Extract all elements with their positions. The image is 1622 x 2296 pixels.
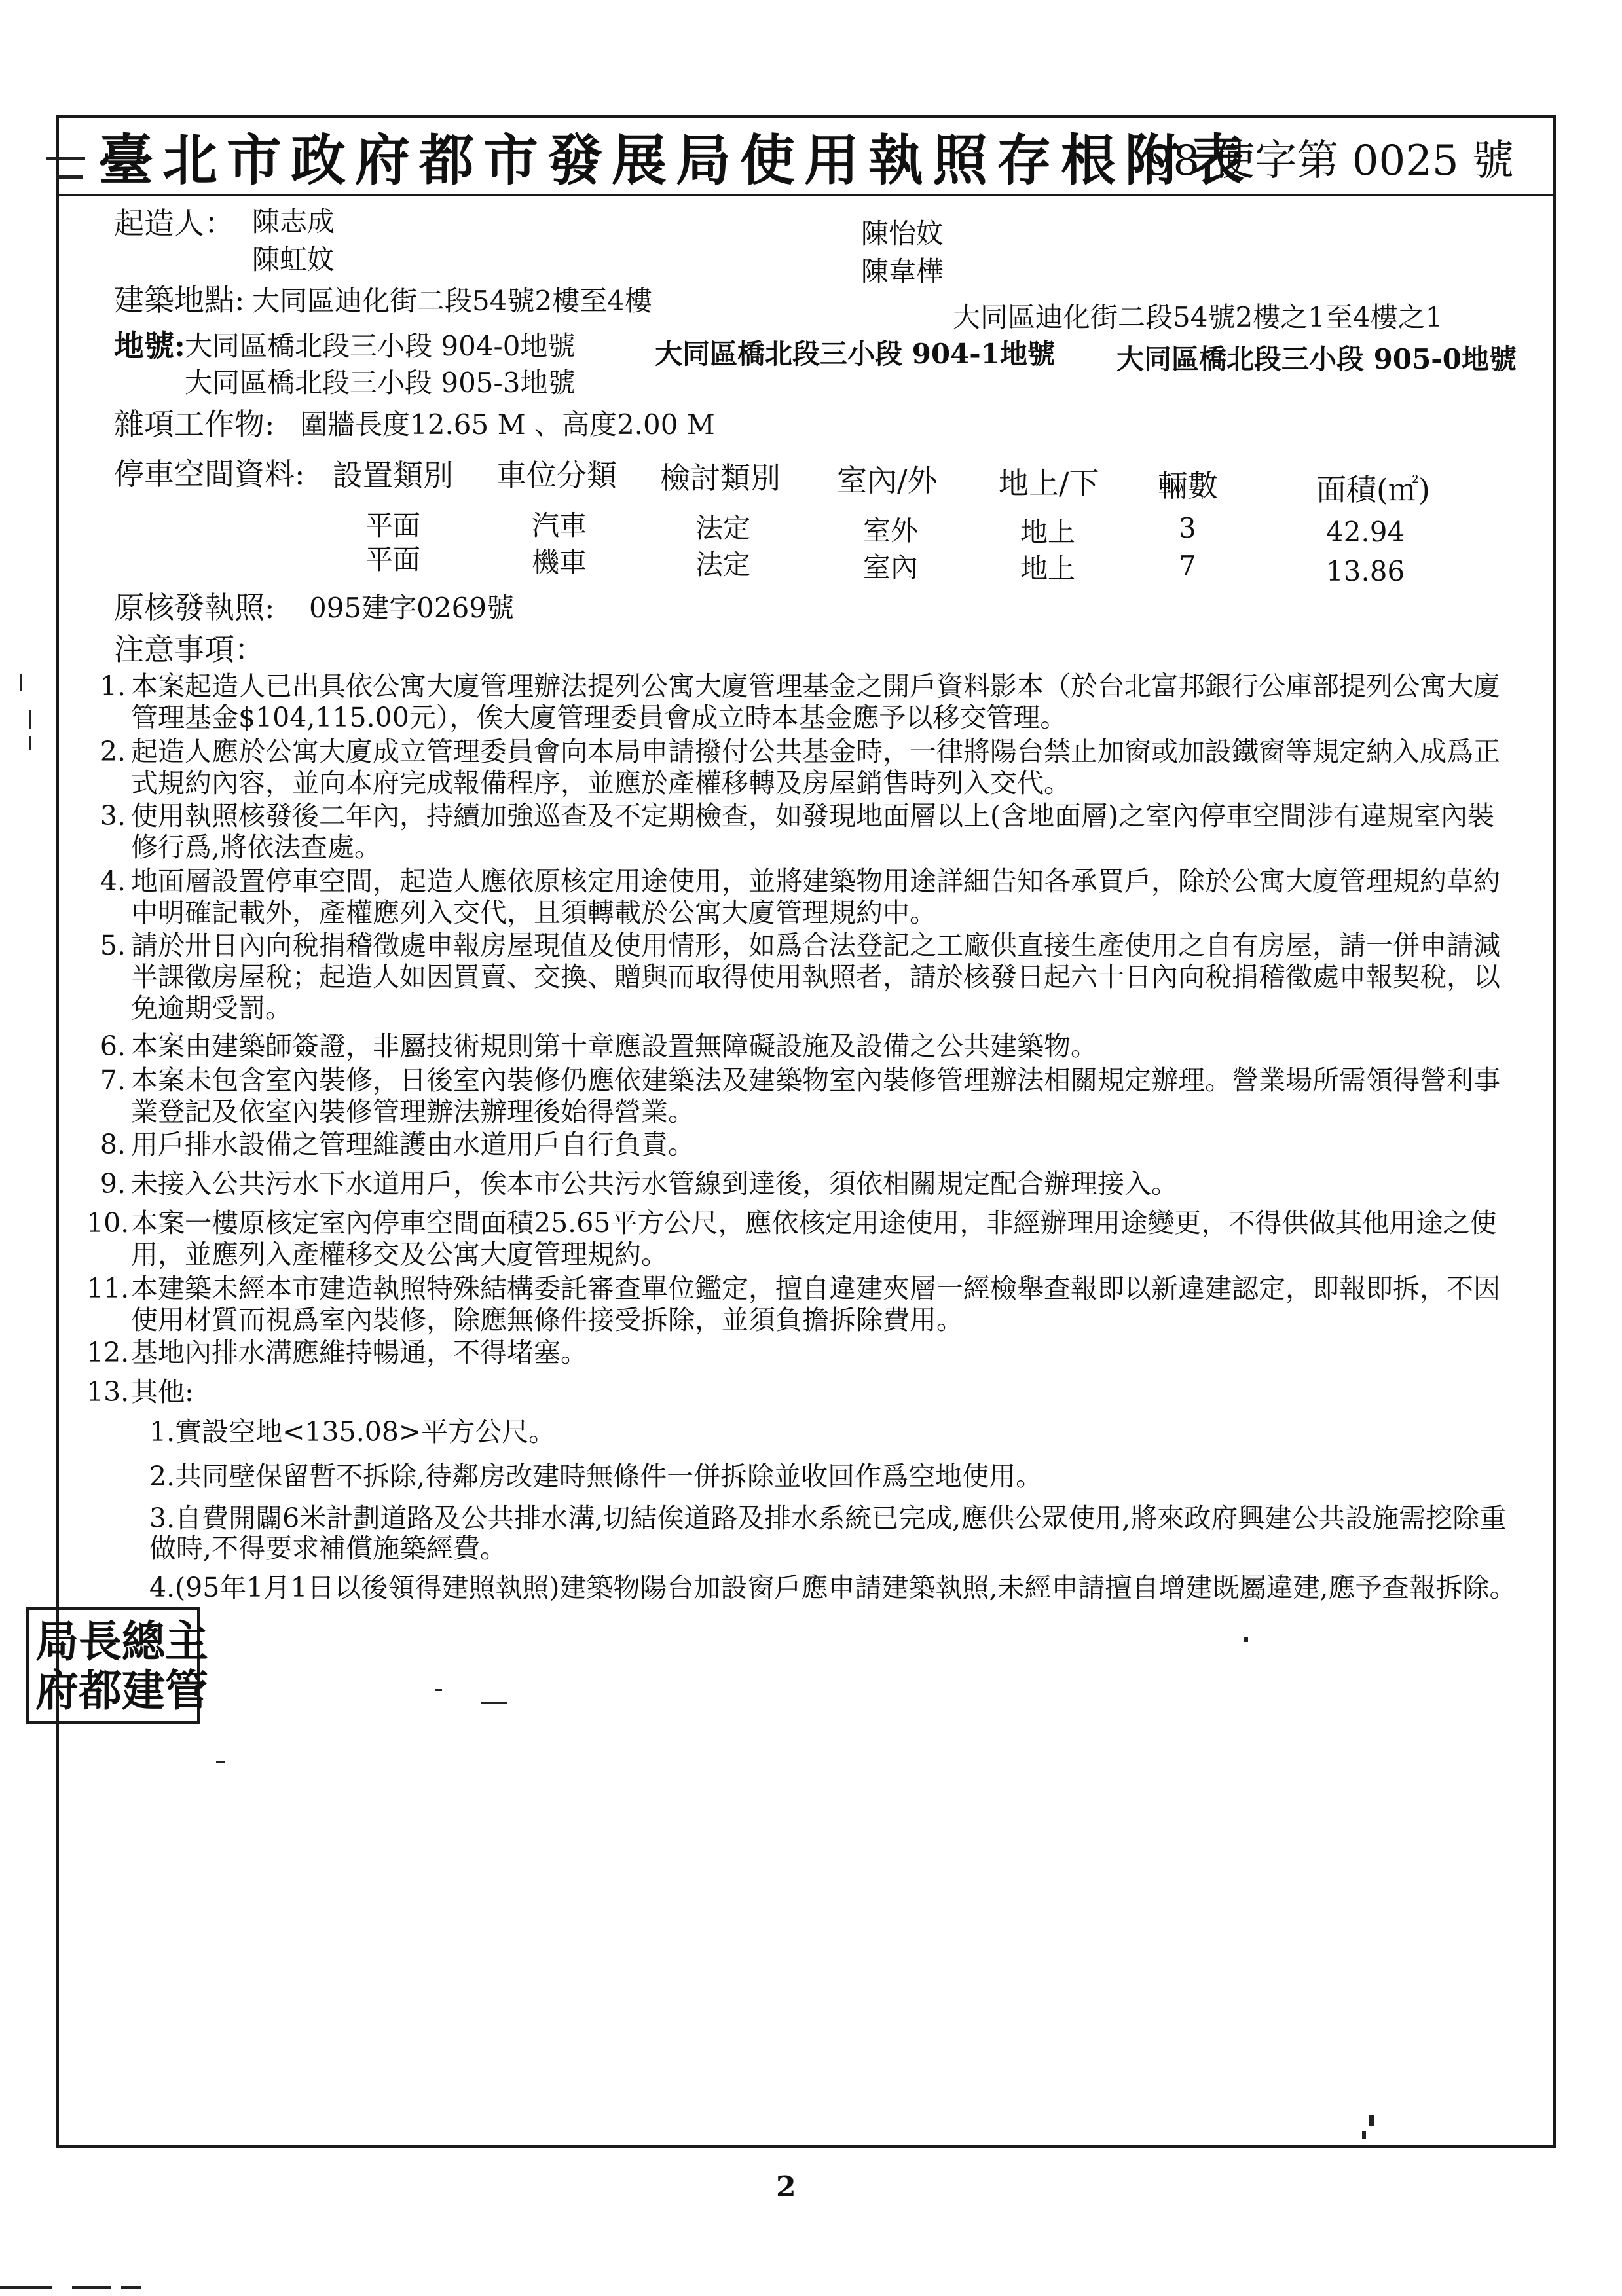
parking-cell: 7 [1179, 550, 1196, 582]
scan-mark [72, 2286, 111, 2289]
seal-char: 總 [122, 1615, 165, 1667]
note-item: 5. 請於卅日內向稅捐稽徵處申報房屋現值及使用情形，如爲合法登記之工廠供直接生產使用之自有房屋，請一併申請減半課徵房屋稅；起造人如因買賣、交換、贈與而取得使用執照者，請於核發日起六十日內向稅捐稽徵處申報契稅，以免逾期受罰。 [100, 930, 1500, 1024]
location-address: 大同區迪化街二段54號2樓之1至4樓之1 [953, 301, 1443, 333]
applicant-name: 陳怡妏 [861, 217, 944, 249]
scan-mark [46, 157, 85, 160]
parking-cell: 平面 [365, 509, 421, 541]
scan-mark [29, 710, 31, 729]
parking-cell: 13.86 [1326, 555, 1405, 587]
scan-mark [29, 736, 31, 750]
note-item: 8. 用戶排水設備之管理維護由水道用戶自行負責。 [100, 1129, 695, 1160]
applicant-name: 陳虹妏 [252, 244, 335, 276]
note-item: 11. 本建築未經本市建造執照特殊結構委託審查單位鑑定，擅自違建夾層一經檢舉查報即以新違建認定，即報即拆，不因使用材質而視爲室內裝修，除應無條件接受拆除，並須負擔拆除費用。 [86, 1273, 1500, 1336]
note-sub-item: 3.自費開闢6米計劃道路及公共排水溝,切結俟道路及排水系統已完成,應供公眾使用,將來政府興建公共設施需挖除重做時,不得要求補償施築經費。 [149, 1503, 1507, 1564]
parking-cell: 3 [1179, 512, 1196, 544]
parking-header: 室內/外 [837, 463, 938, 498]
lot-label: 地號: [114, 328, 185, 363]
lot-number: 大同區橋北段三小段 905-3地號 [185, 367, 576, 399]
parking-cell: 室外 [863, 515, 919, 547]
parking-header: 面積(㎡) [1316, 472, 1430, 507]
notes-label: 注意事項： [114, 632, 265, 667]
note-item: 13. 其他: [86, 1376, 194, 1408]
note-item: 4. 地面層設置停車空間，起造人應依原核定用途使用，並將建築物用途詳細告知各承買戶，除於公寓大廈管理規約草約中明確記載外，產權應列入交代，且須轉載於公寓大廈管理規約中。 [100, 866, 1500, 928]
original-license-label: 原核發執照: [114, 590, 275, 625]
note-sub-item: 1.實設空地<135.08>平方公尺。 [149, 1416, 556, 1448]
seal-char: 局 [35, 1615, 79, 1667]
parking-header: 輛數 [1158, 468, 1218, 503]
page-number: 2 [776, 2170, 796, 2204]
location-label: 建築地點: [114, 282, 245, 318]
note-item: 3. 使用執照核發後二年內，持續加強巡查及不定期檢查，如發現地面層以上(含地面層)之室內停車空間涉有違規室內裝修行爲,將依法查處。 [100, 800, 1494, 863]
misc-works-value: 圍牆長度12.65 M 、高度2.00 M [300, 409, 715, 441]
seal-char: 長 [79, 1615, 122, 1667]
applicant-name: 陳韋樺 [861, 255, 944, 287]
misc-works-label: 雜項工作物: [114, 407, 275, 442]
scan-mark [56, 175, 83, 179]
note-item: 1. 本案起造人已出具依公寓大廈管理辦法提列公寓大廈管理基金之開戶資料影本（於台北富邦銀行公庫部提列公寓大廈管理基金$104,115.00元），俟大廈管理委員會成立時本基金應予以移交管理。 [100, 670, 1500, 733]
seal-char: 主 [165, 1615, 208, 1667]
note-item: 12. 基地內排水溝應維持暢通，不得堵塞。 [86, 1337, 587, 1368]
parking-cell: 法定 [695, 549, 751, 581]
parking-cell: 平面 [365, 543, 421, 575]
seal-char: 建 [122, 1664, 165, 1716]
parking-cell: 地上 [1020, 516, 1076, 548]
applicant-label: 起造人： [114, 206, 234, 241]
page-title: 臺北市政府都市發展局使用執照存根附表 [98, 128, 1254, 192]
parking-header: 地上/下 [999, 465, 1099, 501]
permit-number: 98 使字第 0025 號 [1146, 137, 1514, 185]
lot-number: 大同區橋北段三小段 905-0地號 [1116, 343, 1517, 375]
seal-char: 管 [165, 1664, 208, 1716]
scan-mark [121, 2286, 141, 2289]
note-item: 10. 本案一樓原核定室內停車空間面積25.65平方公尺，應依核定用途使用，非經辦理用途變更，不得供做其他用途之使用，並應列入產權移交及公寓大廈管理規約。 [86, 1207, 1497, 1270]
original-license-value: 095建字0269號 [309, 592, 515, 624]
parking-cell: 機車 [532, 546, 587, 578]
note-sub-item: 2.共同壁保留暫不拆除,待鄰房改建時無條件一併拆除並收回作爲空地使用。 [149, 1461, 1043, 1492]
lot-number: 大同區橋北段三小段 904-0地號 [185, 330, 576, 362]
parking-cell: 法定 [695, 512, 751, 544]
applicant-name: 陳志成 [252, 206, 335, 238]
scan-mark [1369, 2115, 1374, 2126]
scan-mark [481, 1702, 507, 1704]
scan-mark [1362, 2131, 1366, 2139]
parking-label: 停車空間資料: [114, 456, 305, 492]
scan-mark [0, 2286, 52, 2289]
scan-mark [216, 1761, 225, 1763]
note-sub-item: 4.(95年1月1日以後領得建照執照)建築物陽台加設窗戶應申請建築執照,未經申請擅自增建既屬違建,應予查報拆除。 [149, 1572, 1517, 1603]
note-item: 7. 本案未包含室內裝修，日後室內裝修仍應依建築法及建築物室內裝修管理辦法相關規定辦理。營業場所需領得營利事業登記及依室內裝修管理辦法辦理後始得營業。 [100, 1065, 1500, 1127]
scan-mark [1244, 1637, 1248, 1642]
parking-header: 設置類別 [333, 458, 453, 493]
official-seal [26, 1607, 208, 1724]
scan-mark [20, 674, 22, 691]
lot-number: 大同區橋北段三小段 904-1地號 [655, 338, 1055, 370]
seal-char: 都 [79, 1664, 122, 1716]
note-item: 2. 起造人應於公寓大廈成立管理委員會向本局申請撥付公共基金時，一律將陽台禁止加窗或加設鐵窗等規定納入成爲正式規約內容，並向本府完成報備程序，並應於產權移轉及房屋銷售時列入交代。 [100, 736, 1500, 799]
parking-cell: 地上 [1020, 553, 1076, 585]
location-address: 大同區迪化街二段54號2樓至4樓 [252, 285, 652, 317]
note-item: 6. 本案由建築師簽證，非屬技術規則第十章應設置無障礙設施及設備之公共建築物。 [100, 1030, 1097, 1062]
parking-header: 車位分類 [496, 458, 617, 493]
note-item: 9. 未接入公共污水下水道用戶，俟本市公共污水管線到達後，須依相關規定配合辦理接入。 [100, 1168, 1178, 1199]
scan-mark [435, 1689, 442, 1691]
parking-header: 檢討類別 [660, 460, 781, 496]
parking-cell: 室內 [863, 551, 919, 583]
parking-cell: 汽車 [532, 509, 587, 541]
parking-cell: 42.94 [1326, 516, 1405, 548]
seal-char: 府 [35, 1664, 79, 1716]
